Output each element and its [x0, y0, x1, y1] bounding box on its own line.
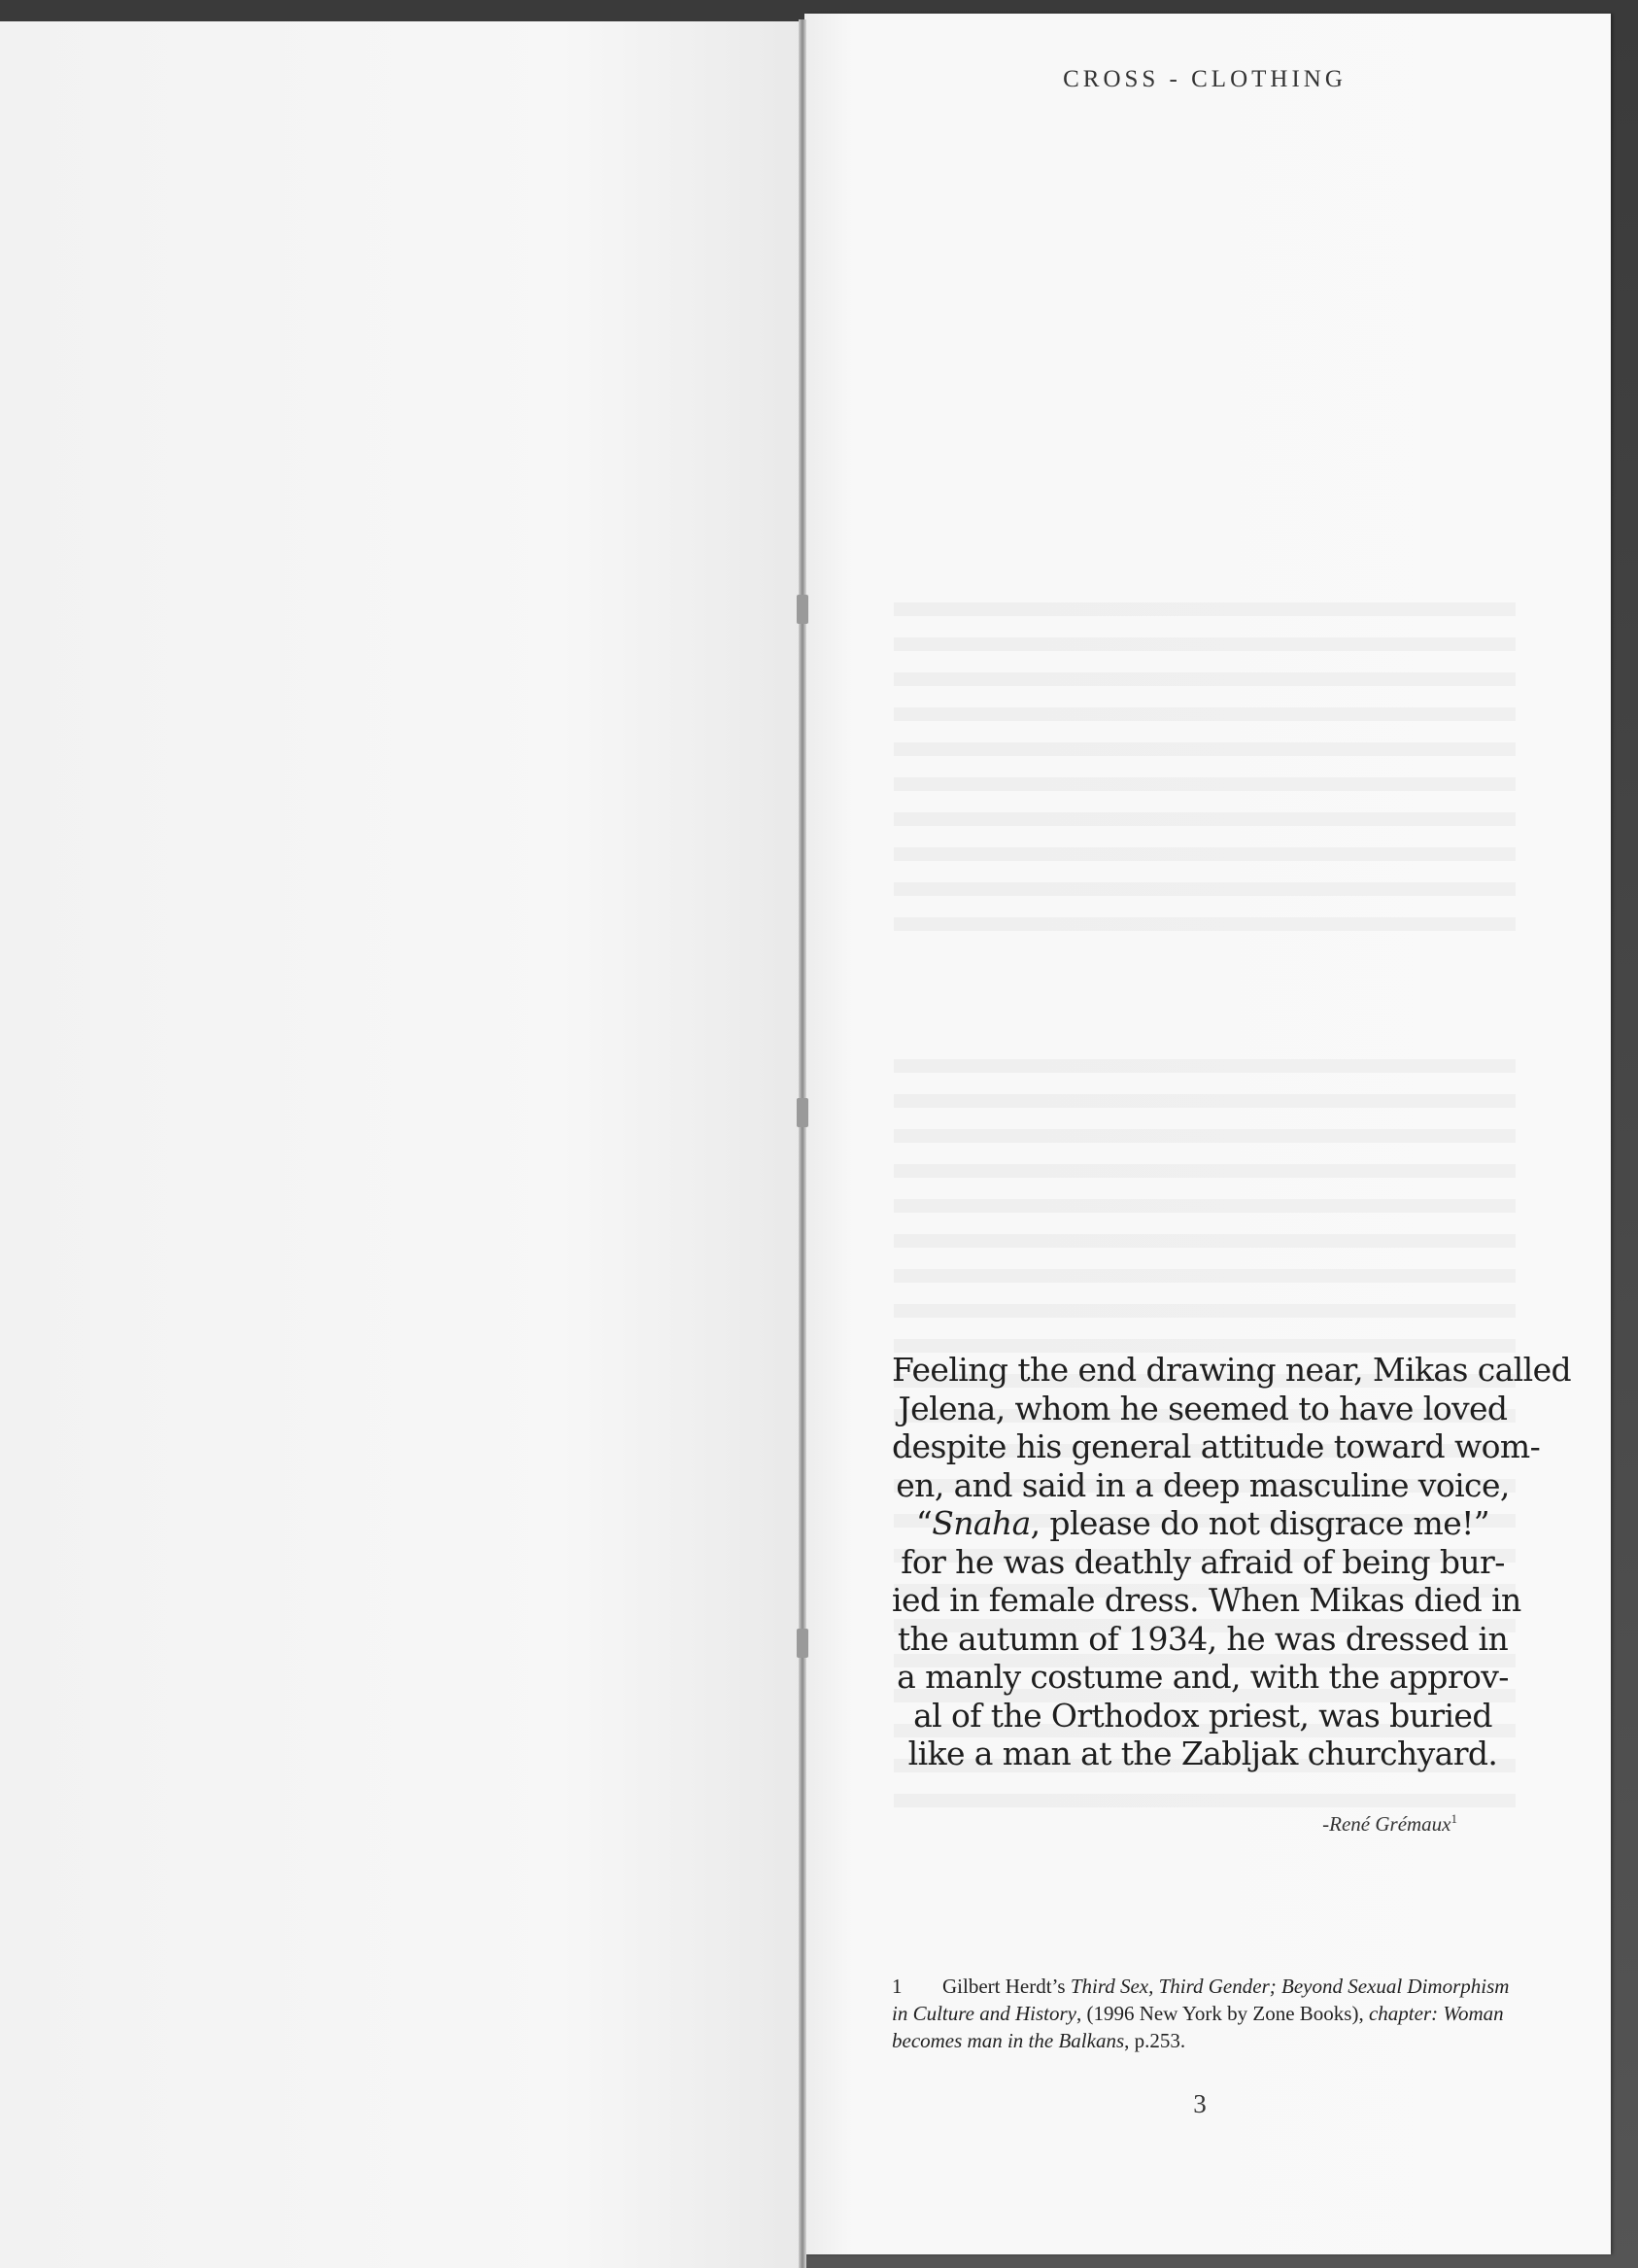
quote-line: the autumn of 1934, he was dressed in	[897, 1619, 1509, 1658]
footnote	[892, 1973, 1514, 2054]
quote-italic-word: Snaha	[932, 1504, 1031, 1542]
quote-line: Jelena, whom he seemed to have loved	[898, 1389, 1508, 1427]
footnote-chapter-title: chapter: Woman becomes man in the Balkans	[892, 2002, 1504, 2052]
quote-line: for he was deathly afraid of being bur-	[901, 1542, 1505, 1581]
footnote-book-title: Third Sex, Third Gender; Beyond Sexual Dimorphism in Culture and History	[892, 1975, 1510, 2025]
footnote-number: 1	[892, 1975, 903, 1998]
block-quote	[892, 1351, 1572, 1773]
footnote-text: , p.253.	[1124, 2029, 1186, 2052]
show-through-text	[894, 602, 1516, 991]
left-page-blank	[0, 21, 802, 2268]
quote-line: en, and said in a deep masculine voice,	[896, 1465, 1510, 1504]
quote-line: despite his general attitude toward wom-	[892, 1427, 1541, 1465]
quote-line: al of the Orthodox priest, was buried	[913, 1696, 1492, 1735]
quote-line: like a man at the Zabljak churchyard.	[907, 1735, 1498, 1772]
quote-attribution	[1127, 1811, 1457, 1837]
staple	[797, 1629, 808, 1658]
quote-open-mark: “	[915, 1504, 933, 1542]
running-head: CROSS - CLOTHING	[1063, 66, 1347, 92]
footnote-text: , (1996 New York by Zone Books),	[1075, 2002, 1369, 2025]
quote-line: Feeling the end drawing near, Mikas called	[892, 1351, 1572, 1389]
quote-line-rest: , please do not disgrace me!”	[1030, 1504, 1490, 1542]
staple	[797, 1098, 808, 1127]
booklet-spine	[799, 19, 806, 2268]
attribution-author: -René Grémaux	[1322, 1812, 1451, 1836]
page-number: 3	[1193, 2089, 1207, 2118]
footnote-reference: 1	[1450, 1811, 1457, 1826]
quote-line: a manly costume and, with the approv-	[897, 1658, 1509, 1696]
quote-line: ied in female dress. When Mikas died in	[892, 1581, 1521, 1619]
footnote-text: Gilbert Herdt’s	[942, 1975, 1071, 1998]
staple	[797, 595, 808, 624]
quote-line	[892, 1504, 1514, 1543]
